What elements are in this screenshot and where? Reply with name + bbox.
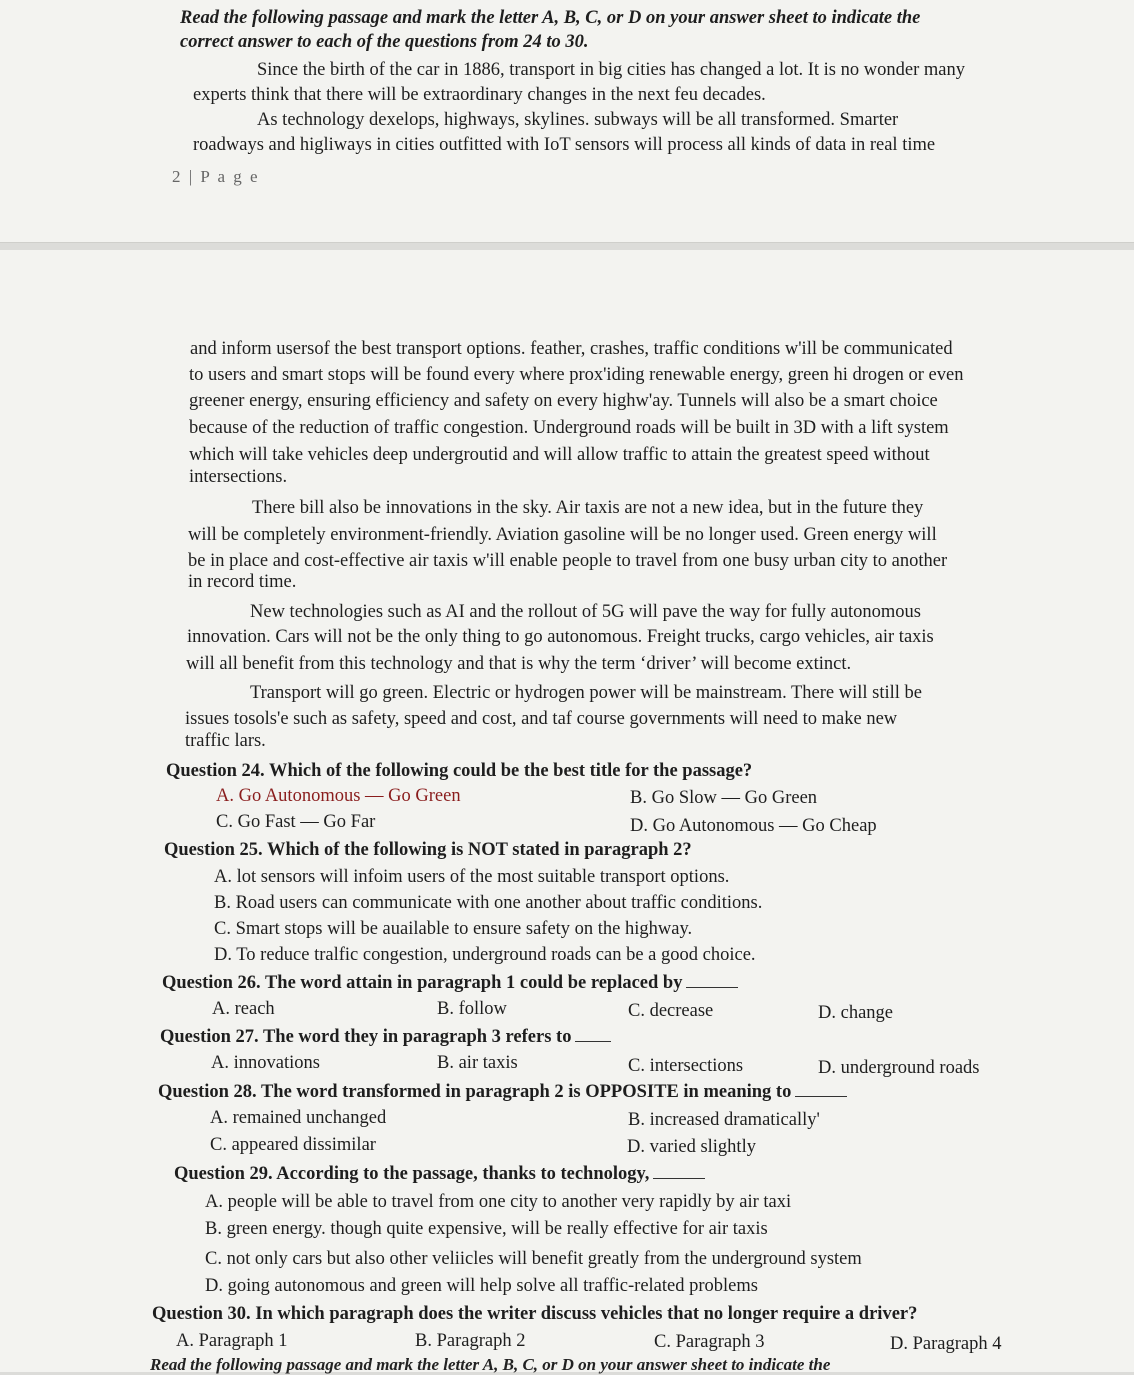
q27-option-a[interactable]: A. innovations xyxy=(211,1053,320,1073)
q29-option-b[interactable]: B. green energy. though quite expensive, will be really effective for air taxis xyxy=(205,1219,768,1239)
passage-line: New technologies such as AI and the rollout of 5G will pave the way for fully autonomous xyxy=(250,602,921,622)
passage-line: and inform usersof the best transport options. feather, crashes, traffic conditions w'ill be communicated xyxy=(190,339,953,359)
question-27-text: Question 27. The word they in paragraph 3 refers to xyxy=(160,1027,572,1047)
passage-top-line: roadways and higliways in cities outfitted with IoT sensors will process all kinds of data in real time xyxy=(193,135,936,155)
q27-option-d[interactable]: D. underground roads xyxy=(818,1058,980,1078)
page-number: 2 | P a g e xyxy=(172,167,260,186)
q26-option-c[interactable]: C. decrease xyxy=(628,1001,714,1021)
q28-option-a[interactable]: A. remained unchanged xyxy=(210,1108,387,1128)
q27-option-b[interactable]: B. air taxis xyxy=(437,1053,518,1073)
passage-line: There bill also be innovations in the sky. Air taxis are not a new idea, but in the future they xyxy=(252,498,924,518)
passage-line: will be completely environment-friendly. Aviation gasoline will be no longer used. Green energy will xyxy=(188,525,937,545)
q25-option-c[interactable]: C. Smart stops will be auailable to ensure safety on the highway. xyxy=(214,919,693,939)
next-instruction-fragment: Read the following passage and mark the letter A, B, C, or D on your answer sheet to indicate the xyxy=(150,1355,831,1374)
q26-option-a[interactable]: A. reach xyxy=(212,999,275,1019)
page-top xyxy=(0,0,1134,243)
q25-option-a[interactable]: A. lot sensors will infoim users of the most suitable transport options. xyxy=(214,867,730,887)
q28-option-c[interactable]: C. appeared dissimilar xyxy=(210,1135,376,1155)
passage-line: greener energy, ensuring efficiency and safety on every highw'ay. Tunnels will also be a smart choice xyxy=(189,391,938,411)
q26-option-b[interactable]: B. follow xyxy=(437,999,507,1019)
q30-option-b[interactable]: B. Paragraph 2 xyxy=(415,1331,526,1351)
q28-option-b[interactable]: B. increased dramatically' xyxy=(628,1110,820,1130)
question-25-stem: Question 25. Which of the following is NOT stated in paragraph 2? xyxy=(164,840,692,860)
answer-blank xyxy=(795,1096,847,1097)
q30-option-a[interactable]: A. Paragraph 1 xyxy=(176,1331,288,1351)
passage-line: in record time. xyxy=(188,572,297,592)
passage-line: traffic lars. xyxy=(185,731,266,751)
passage-line: intersections. xyxy=(189,467,288,487)
passage-line: Transport will go green. Electric or hydrogen power will be mainstream. There will still be xyxy=(250,683,923,703)
question-26-text: Question 26. The word attain in paragraph 1 could be replaced by xyxy=(162,973,683,993)
question-29-text: Question 29. According to the passage, thanks to technology, xyxy=(174,1164,650,1184)
question-24-stem: Question 24. Which of the following could be the best title for the passage? xyxy=(166,761,753,781)
q24-option-c[interactable]: C. Go Fast — Go Far xyxy=(216,812,376,832)
q25-option-b[interactable]: B. Road users can communicate with one another about traffic conditions. xyxy=(214,893,763,913)
passage-line: be in place and cost-effective air taxis w'ill enable people to travel from one busy urban city to another xyxy=(188,551,948,571)
q29-option-d[interactable]: D. going autonomous and green will help solve all traffic-related problems xyxy=(205,1276,758,1296)
q29-option-a[interactable]: A. people will be able to travel from one city to another very rapidly by air taxi xyxy=(205,1192,792,1212)
passage-line: issues tosols'e such as safety, speed and cost, and taf course governments will need to make new xyxy=(185,709,898,729)
question-27-stem xyxy=(160,1025,611,1049)
q29-option-c[interactable]: C. not only cars but also other veliicles will benefit greatly from the underground system xyxy=(205,1249,862,1269)
passage-line: innovation. Cars will not be the only thing to go autonomous. Freight trucks, cargo vehicles, air taxis xyxy=(187,627,934,647)
q28-option-d[interactable]: D. varied slightly xyxy=(627,1137,756,1157)
question-28-text: Question 28. The word transformed in paragraph 2 is OPPOSITE in meaning to xyxy=(158,1082,792,1102)
answer-blank xyxy=(653,1178,705,1179)
passage-line: will all benefit from this technology and that is why the term ‘driver’ will become extinct. xyxy=(186,654,852,674)
q24-option-d[interactable]: D. Go Autonomous — Go Cheap xyxy=(630,816,877,836)
q27-option-c[interactable]: C. intersections xyxy=(628,1056,744,1076)
passage-line: to users and smart stops will be found every where prox'iding renewable energy, green hi drogen or even xyxy=(189,365,964,385)
passage-line: which will take vehicles deep undergroutid and will allow traffic to attain the greatest speed without xyxy=(189,445,930,465)
passage-top-line: As technology dexelops, highways, skylines. subways will be all transformed. Smarter xyxy=(257,110,899,130)
passage-top-line: experts think that there will be extraordinary changes in the next feu decades. xyxy=(193,85,766,105)
question-29-stem xyxy=(174,1162,705,1186)
answer-blank xyxy=(575,1041,611,1042)
q26-option-d[interactable]: D. change xyxy=(818,1003,893,1023)
question-26-stem xyxy=(162,971,738,995)
instruction-line-1: Read the following passage and mark the letter A, B, C, or D on your answer sheet to indicate the xyxy=(180,8,921,28)
q24-option-a[interactable]: A. Go Autonomous — Go Green xyxy=(216,786,461,806)
q30-option-c[interactable]: C. Paragraph 3 xyxy=(654,1332,765,1352)
question-28-stem xyxy=(158,1080,847,1104)
q24-option-b[interactable]: B. Go Slow — Go Green xyxy=(630,788,818,808)
passage-top-line: Since the birth of the car in 1886, transport in big cities has changed a lot. It is no wonder many xyxy=(257,60,965,80)
q30-option-d[interactable]: D. Paragraph 4 xyxy=(890,1334,1002,1354)
answer-blank xyxy=(686,987,738,988)
passage-line: because of the reduction of traffic congestion. Underground roads will be built in 3D with a lift system xyxy=(189,418,949,438)
q25-option-d[interactable]: D. To reduce tralfic congestion, underground roads can be a good choice. xyxy=(214,945,756,965)
question-30-stem: Question 30. In which paragraph does the writer discuss vehicles that no longer require a driver? xyxy=(152,1304,918,1324)
instruction-line-2: correct answer to each of the questions from 24 to 30. xyxy=(180,32,589,52)
